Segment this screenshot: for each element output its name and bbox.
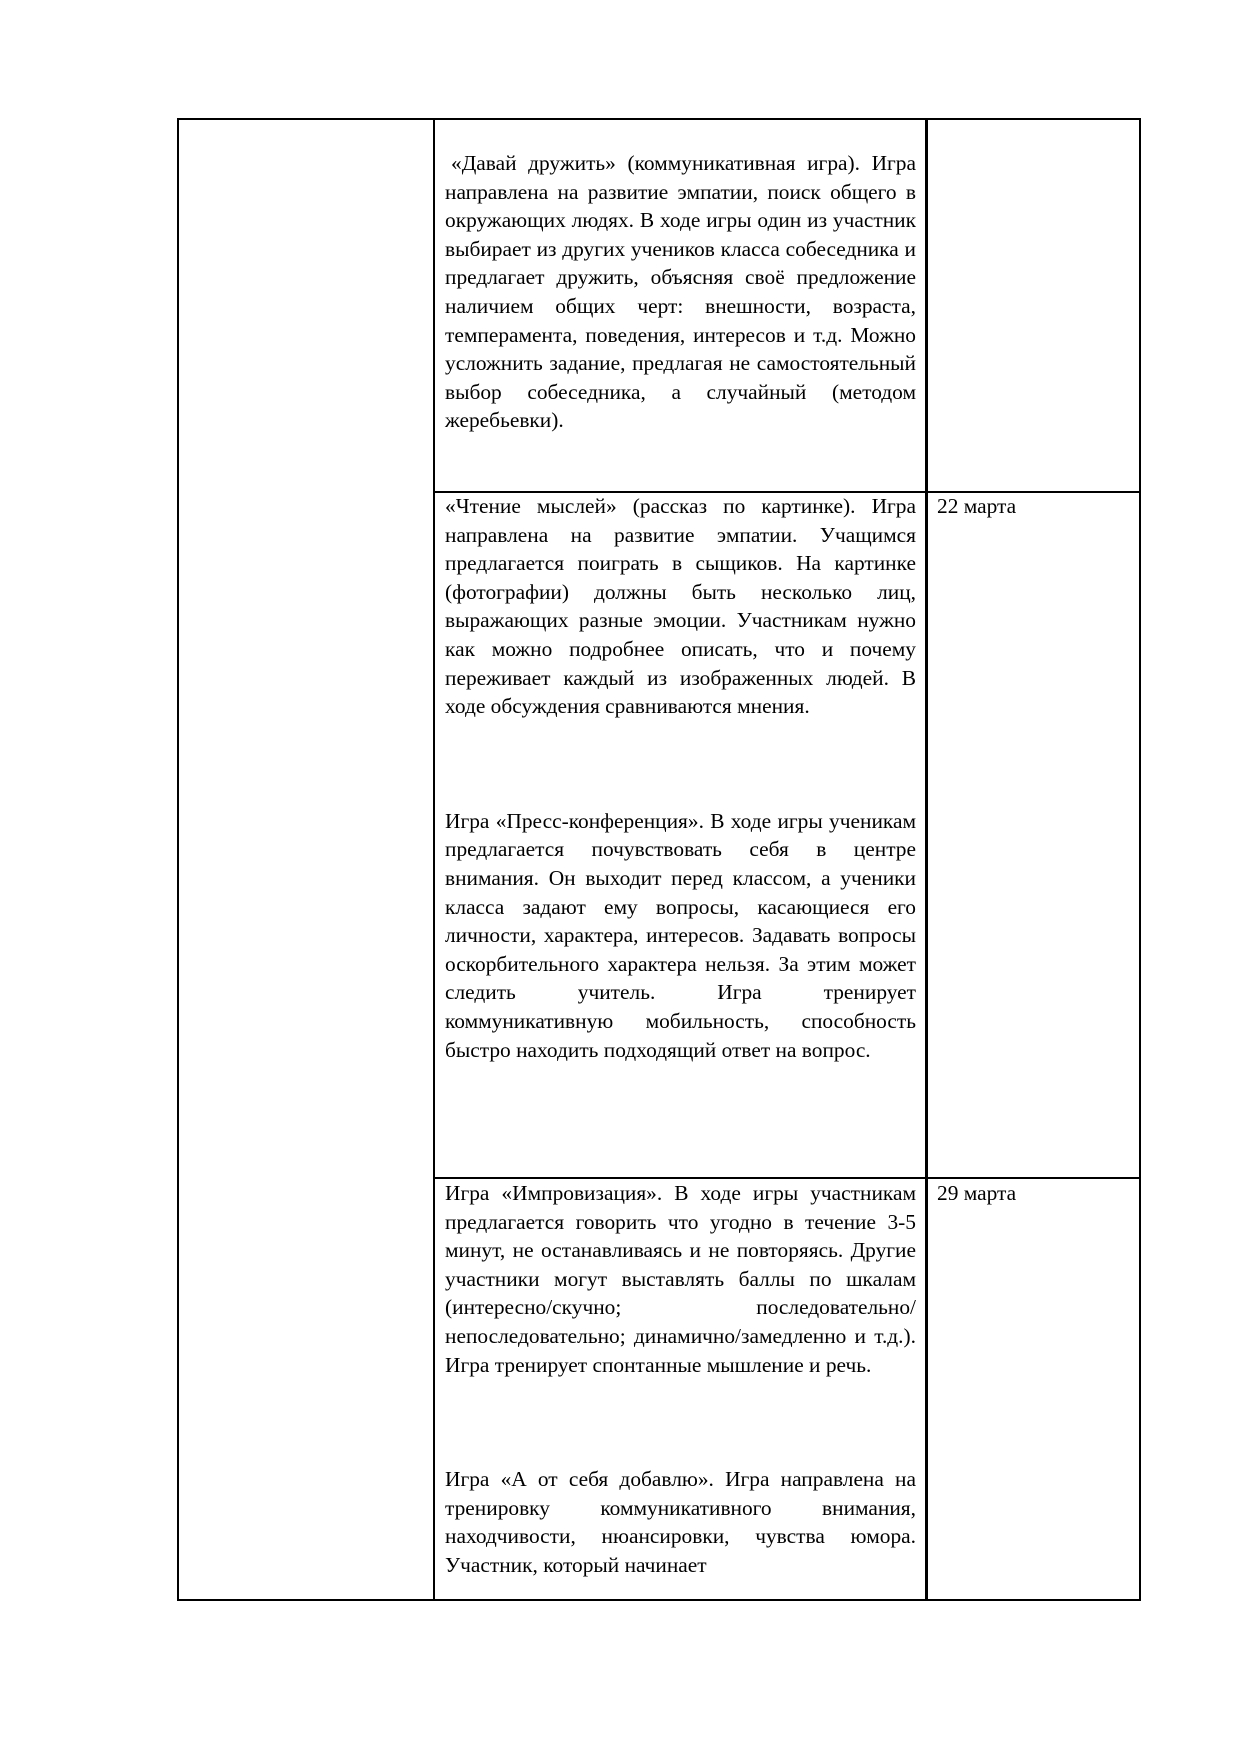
- column-divider-right: [925, 118, 928, 1601]
- activity-cell-row-1: [445, 149, 916, 435]
- activity-cell-row-2: [445, 492, 916, 1064]
- date-cell-row-2: 22 марта: [937, 494, 1017, 518]
- activity-description: Игра «А от себя добавлю». Игра направлена на тренировку коммуникативного внимания, находчивости, нюансировки, чувства юмора. Участник, который начинает: [445, 1467, 916, 1577]
- activity-cell-row-3: [445, 1179, 916, 1599]
- activity-description: Игра «Пресс-конференция». В ходе игры ученикам предлагается почувствовать себя в центре внимания. Он выходит перед классом, а ученики класса задают ему вопросы, касающиеся его личности, характера, интересов. Задавать вопросы оскорбительного характера нельзя. За этим может следить учитель. Игра тренирует коммуникативную мобильность, способность быстро находить подходящий ответ на вопрос.: [445, 808, 916, 1062]
- column-divider-left: [433, 118, 435, 1601]
- date-cell-row-3: 29 марта: [937, 1181, 1017, 1205]
- activity-description: Игра «Импровизация». В ходе игры участникам предлагается говорить что угодно в течение 3-5 минут, не останавливаясь и не повторяясь. Другие участники могут выставлять баллы по шкалам (интересно/скучно; последовательно/непоследовательно; динамично/замедленно и т.д.). Игра тренирует спонтанные мышление и речь.: [445, 1181, 916, 1377]
- activity-description: «Чтение мыслей» (рассказ по картинке). Игра направлена на развитие эмпатии. Учащимся предлагается поиграть в сыщиков. На картинке (фотографии) должны быть несколько лиц, выражающих разные эмоции. Участникам нужно как можно подробнее описать, что и почему переживает каждый из изображенных людей. В ходе обсуждения сравниваются мнения.: [445, 494, 916, 719]
- activity-description: «Давай дружить» (коммуникативная игра). Игра направлена на развитие эмпатии, поиск общего в окружающих людях. В ходе игры один из участник выбирает из других учеников класса собеседника и предлагает дружить, объясняя своё предложение наличием общих черт: внешности, возраста, темперамента, поведения, интересов и т.д. Можно усложнить задание, предлагая не самостоятельный выбор собеседника, а случайный (методом жеребьевки).: [445, 151, 916, 433]
